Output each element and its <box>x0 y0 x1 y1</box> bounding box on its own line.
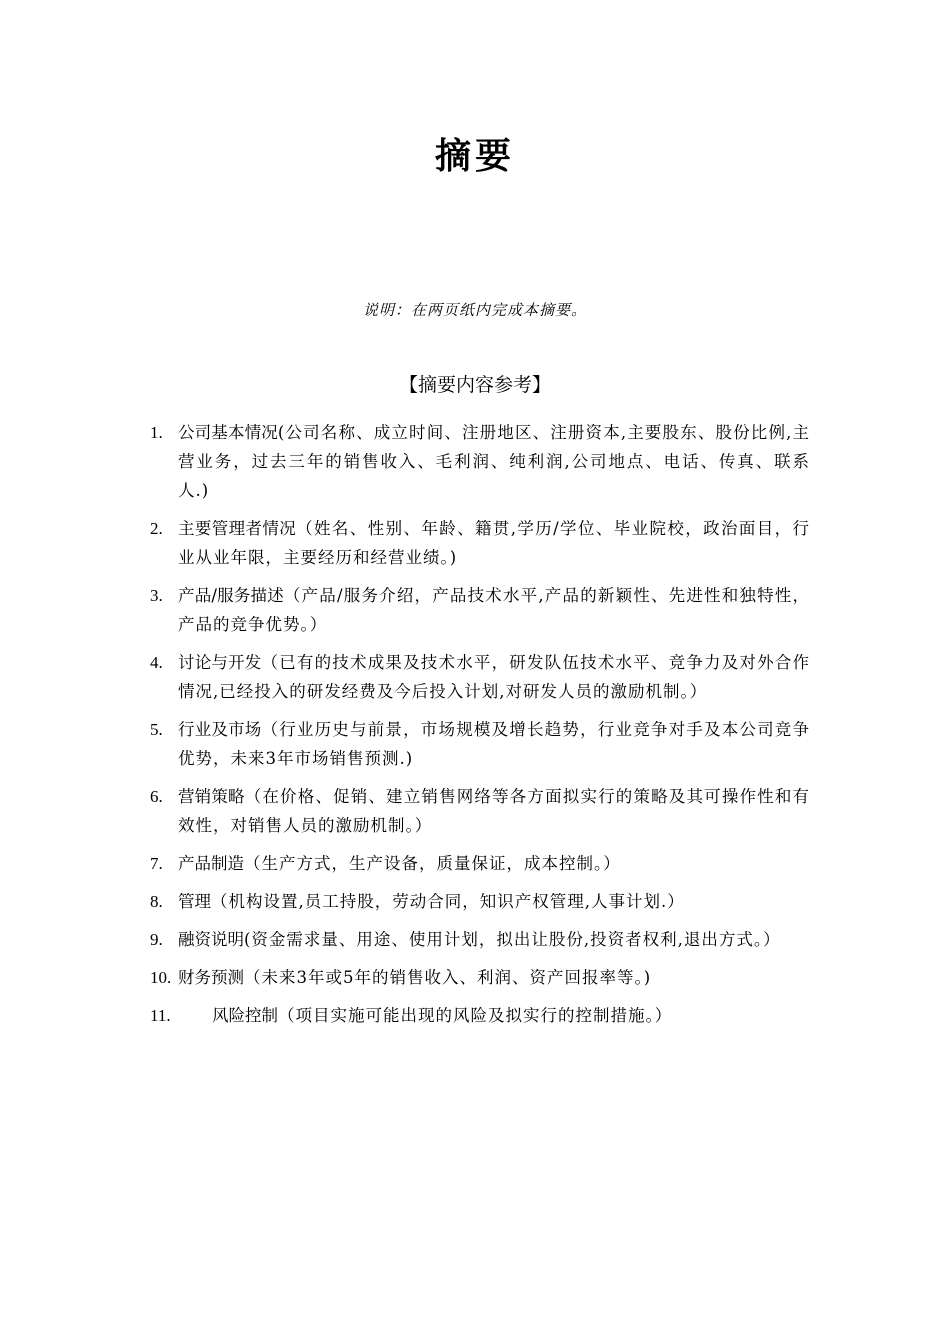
item-number: 8. <box>150 892 163 911</box>
item-detail: （已有的技术成果及技术水平，研发队伍技术水平、竞争力及对外合作情况,已经投入的研发经费及今后投入计划,对研发人员的激励机制。） <box>178 653 810 701</box>
list-item-management <box>150 514 810 572</box>
item-number: 2. <box>150 519 163 538</box>
item-detail: （生产方式，生产设备，质量保证，成本控制。） <box>244 854 621 873</box>
list-item-marketing <box>150 782 810 840</box>
list-item-research-development <box>150 648 810 706</box>
item-detail: （产品/服务介绍，产品技术水平,产品的新颖性、先进性和独特性，产品的竞争优势。） <box>178 586 811 634</box>
item-detail: (公司名称、成立时间、注册地区、注册资本,主要股东、股份比例,主营业务，过去三年的销售收入、毛利润、纯利润,公司地点、电话、传真、联系人.) <box>178 423 810 500</box>
item-detail: （机构设置,员工持股，劳动合同，知识产权管理,人事计划.） <box>211 892 685 911</box>
item-number: 10. <box>150 968 172 987</box>
item-label: 财务预测 <box>178 968 244 987</box>
item-detail: （项目实施可能出现的风险及拟实行的控制措施。） <box>278 1006 673 1025</box>
reference-list <box>150 418 810 1039</box>
list-item-company-info <box>150 418 810 505</box>
item-label: 风险控制 <box>212 1006 278 1025</box>
item-label: 产品制造 <box>178 854 244 873</box>
item-detail: （行业历史与前景，市场规模及增长趋势，行业竞争对手及本公司竞争优势，未来3年市场销售预测.) <box>178 720 810 768</box>
item-number: 4. <box>150 653 163 672</box>
item-detail: （在价格、促销、建立销售网络等各方面拟实行的策略及其可操作性和有效性，对销售人员的激励机制。） <box>178 787 811 835</box>
page-title: 摘要 <box>434 136 515 177</box>
item-number: 7. <box>150 854 163 873</box>
section-heading: 【摘要内容参考】 <box>398 374 551 396</box>
item-detail: （姓名、性别、年龄、籍贯,学历/学位、毕业院校，政治面目，行业从业年限，主要经历和经营业绩。) <box>178 519 811 567</box>
item-label: 讨论与开发 <box>178 653 262 672</box>
list-item-industry-market <box>150 715 810 773</box>
item-label: 公司基本情况 <box>178 423 278 442</box>
list-item-risk-control <box>150 1001 810 1030</box>
item-label: 营销策略 <box>178 787 245 806</box>
item-label: 行业及市场 <box>178 720 262 739</box>
item-number: 5. <box>150 720 163 739</box>
list-item-manufacturing <box>150 849 810 878</box>
item-label: 产品/服务描述 <box>178 586 284 605</box>
item-detail: （未来3年或5年的销售收入、利润、资产回报率等。) <box>244 968 652 987</box>
item-number: 11. <box>150 1006 171 1025</box>
instruction-note: 说明：在两页纸内完成本摘要。 <box>362 301 587 319</box>
item-label: 融资说明 <box>178 930 244 949</box>
item-number: 1. <box>150 423 163 442</box>
list-item-financial-forecast <box>150 963 810 992</box>
item-label: 主要管理者情况 <box>178 519 297 538</box>
item-number: 9. <box>150 930 163 949</box>
item-detail: (资金需求量、用途、使用计划，拟出让股份,投资者权利,退出方式。） <box>244 930 781 949</box>
item-number: 6. <box>150 787 163 806</box>
item-number: 3. <box>150 586 163 605</box>
list-item-management-structure <box>150 887 810 916</box>
list-item-product-service <box>150 581 810 639</box>
item-label: 管理 <box>178 892 211 911</box>
list-item-financing <box>150 925 810 954</box>
